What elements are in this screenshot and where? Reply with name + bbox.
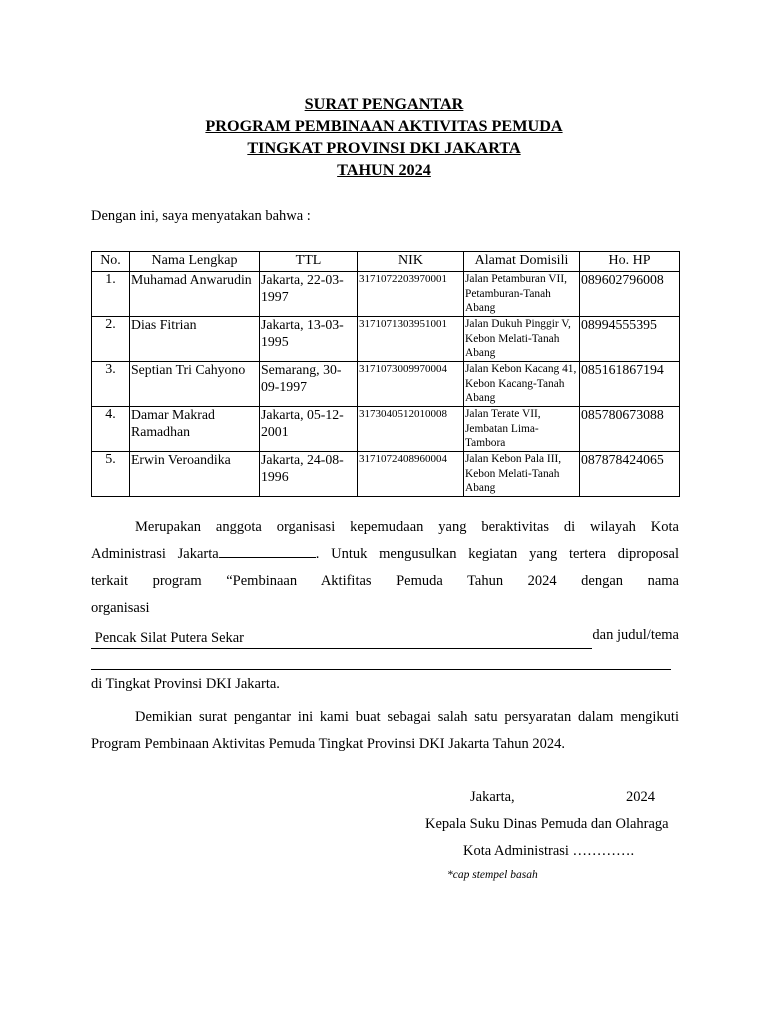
cell-nik: 3171072203970001 [358, 272, 464, 317]
cell-nik: 3171073009970004 [358, 362, 464, 407]
letter-title [0, 93, 768, 181]
members-table [91, 251, 680, 497]
signature-year: 2024 [626, 789, 655, 805]
cell-nama: Damar Makrad Ramadhan [130, 407, 260, 452]
header-nik: NIK [358, 252, 464, 272]
title-line-2: PROGRAM PEMBINAAN AKTIVITAS PEMUDA [205, 117, 563, 135]
table-header-row [92, 252, 680, 272]
cell-hp: 085161867194 [580, 362, 680, 407]
cell-no: 4. [92, 407, 130, 452]
cell-ttl: Jakarta, 13-03-1995 [260, 317, 358, 362]
header-no: No. [92, 252, 130, 272]
cell-nama: Septian Tri Cahyono [130, 362, 260, 407]
header-hp: Ho. HP [580, 252, 680, 272]
body-paragraph-2 [91, 704, 679, 758]
city-prefix: Administrasi Jakarta [91, 546, 219, 562]
paragraph-tail: di Tingkat Provinsi DKI Jakarta. [91, 676, 280, 692]
signature-office: Kota Administrasi …………. [463, 843, 635, 859]
paragraph-line: Merupakan anggota organisasi kepemudaan yang beraktivitas di wilayah Kota [135, 519, 679, 535]
organization-suffix: dan judul/tema [592, 627, 679, 643]
organization-line [91, 622, 679, 649]
cell-no: 1. [92, 272, 130, 317]
cell-nama: Dias Fitrian [130, 317, 260, 362]
cell-hp: 085780673088 [580, 407, 680, 452]
title-line-3: TINGKAT PROVINSI DKI JAKARTA [247, 139, 521, 157]
theme-blank-line [91, 669, 671, 670]
cell-alamat: Jalan Petamburan VII, Petamburan-Tanah Abang [464, 272, 580, 317]
cell-nik: 3173040512010008 [358, 407, 464, 452]
paragraph-line: terkait program “Pembinaan Aktifitas Pemuda Tahun 2024 dengan nama [91, 573, 679, 589]
body-paragraph-1 [91, 514, 679, 622]
cell-hp: 08994555395 [580, 317, 680, 362]
cell-alamat: Jalan Kebon Pala III, Kebon Melati-Tanah Abang [464, 452, 580, 497]
blank-line [219, 542, 316, 558]
cell-ttl: Jakarta, 22-03-1997 [260, 272, 358, 317]
table-row [92, 452, 680, 497]
organization-name: Pencak Silat Putera Sekar [91, 628, 592, 649]
cell-alamat: Jalan Terate VII, Jembatan Lima-Tambora [464, 407, 580, 452]
cell-nik: 3171072408960004 [358, 452, 464, 497]
cell-nama: Muhamad Anwarudin [130, 272, 260, 317]
header-alamat: Alamat Domisili [464, 252, 580, 272]
cell-ttl: Jakarta, 24-08-1996 [260, 452, 358, 497]
table-row [92, 317, 680, 362]
table-row [92, 407, 680, 452]
title-line-1: SURAT PENGANTAR [304, 95, 464, 113]
paragraph-line: organisasi [91, 600, 150, 616]
cell-ttl: Semarang, 30-09-1997 [260, 362, 358, 407]
cell-no: 3. [92, 362, 130, 407]
cell-nik: 3171071303951001 [358, 317, 464, 362]
cell-hp: 089602796008 [580, 272, 680, 317]
cell-no: 2. [92, 317, 130, 362]
header-ttl: TTL [260, 252, 358, 272]
cell-ttl: Jakarta, 05-12-2001 [260, 407, 358, 452]
cell-hp: 087878424065 [580, 452, 680, 497]
paragraph-line: Program Pembinaan Aktivitas Pemuda Tingkat Provinsi DKI Jakarta Tahun 2024. [91, 736, 565, 752]
intro-text: Dengan ini, saya menyatakan bahwa : [91, 208, 311, 224]
signature-city: Jakarta, [470, 789, 515, 805]
cell-alamat: Jalan Dukuh Pinggir V, Kebon Melati-Tanah Abang [464, 317, 580, 362]
paragraph-line [91, 541, 679, 568]
table-row [92, 272, 680, 317]
paragraph-line: Demikian surat pengantar ini kami buat sebagai salah satu persyaratan dalam mengikuti [135, 709, 679, 725]
cell-alamat: Jalan Kebon Kacang 41, Kebon Kacang-Tanah Abang [464, 362, 580, 407]
title-line-4: TAHUN 2024 [337, 161, 431, 179]
header-nama: Nama Lengkap [130, 252, 260, 272]
cell-no: 5. [92, 452, 130, 497]
signature-position: Kepala Suku Dinas Pemuda dan Olahraga [425, 816, 669, 832]
stamp-note: *cap stempel basah [447, 869, 538, 881]
table-row [92, 362, 680, 407]
cell-nama: Erwin Veroandika [130, 452, 260, 497]
paragraph-text: . Untuk mengusulkan kegiatan yang tertera diproposal [315, 546, 679, 562]
